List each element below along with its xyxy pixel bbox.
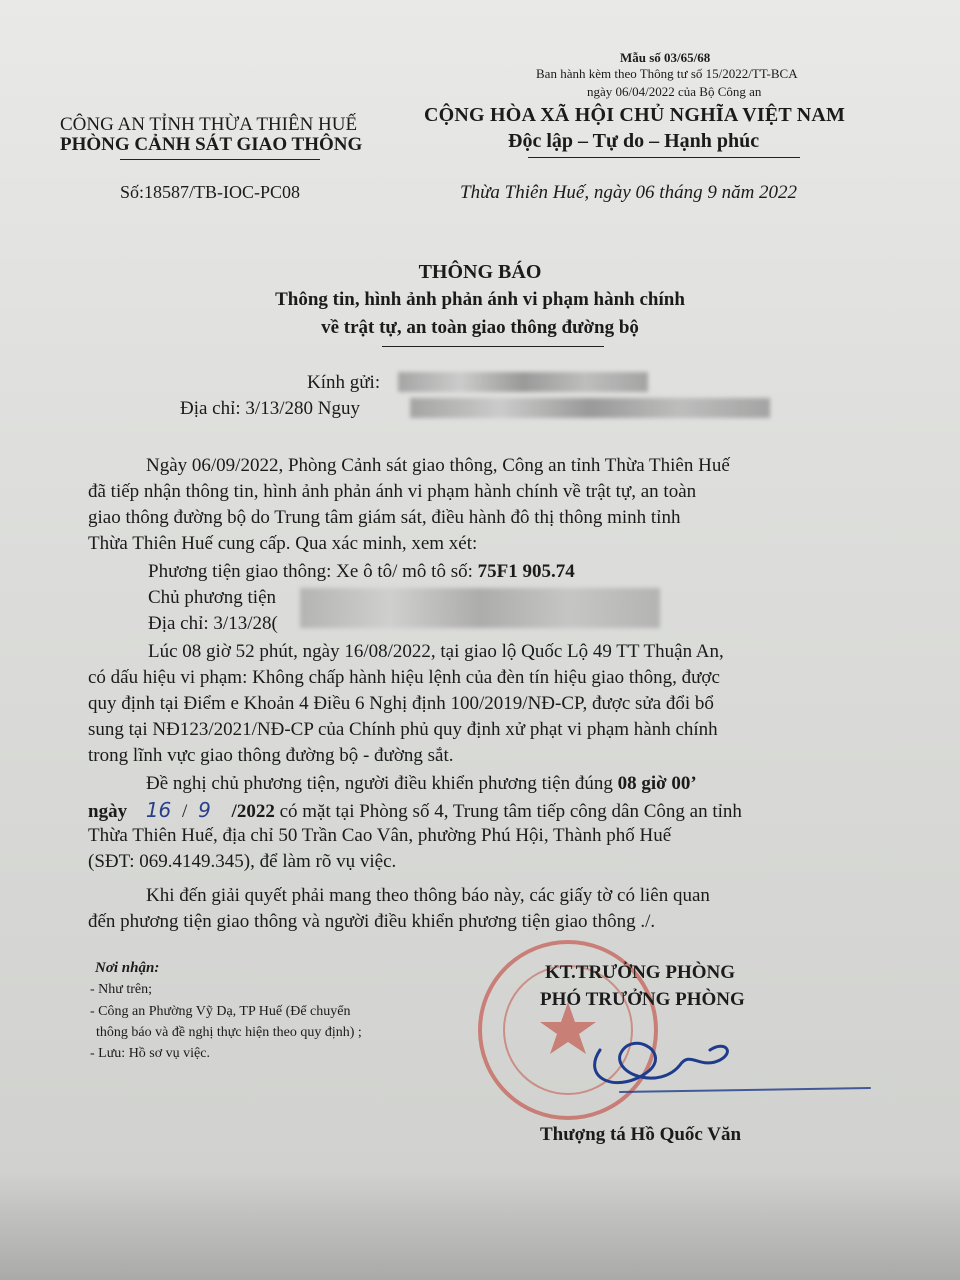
subtitle-underline [382,346,604,347]
recipients-item: thông báo và đề nghị thực hiện theo quy định) ; [96,1025,362,1040]
body-p2-line5: trong lĩnh vực giao thông đường bộ - đường sắt. [88,745,454,766]
recipients-item: - Công an Phường Vỹ Dạ, TP Huế (Để chuyển [90,1004,351,1019]
issuing-department: PHÒNG CẢNH SÁT GIAO THÔNG [60,134,363,155]
body-p3-line3: Thừa Thiên Huế, địa chỉ 50 Trần Cao Vân, phường Phú Hội, Thành phố Huế [88,825,672,846]
motto-underline [528,157,800,158]
body-p2-line2: có dấu hiệu vi phạm: Không chấp hành hiệu lệnh của đèn tín hiệu giao thông, được [88,667,720,688]
body-p2-line4: sung tại NĐ123/2021/NĐ-CP của Chính phủ quy định xử phạt vi phạm hành chính [88,719,718,740]
signer-name: Thượng tá Hồ Quốc Văn [540,1124,742,1145]
form-number: Mẫu số 03/65/68 [620,50,711,65]
recipient-label: Kính gửi: [307,372,381,393]
document-number: Số:18587/TB-IOC-PC08 [120,182,301,202]
form-reference-line1: Ban hành kèm theo Thông tư số 15/2022/TT-BCA [536,66,798,81]
national-motto: Độc lập – Tự do – Hạnh phúc [508,130,760,152]
recipient-address: Địa chỉ: 3/13/280 Nguy [180,398,360,419]
redacted-recipient-name [398,372,648,392]
recipients-item: - Như trên; [90,982,153,997]
redacted-owner-info [300,588,660,628]
handwritten-signature-icon [560,1010,880,1100]
body-p2-line1: Lúc 08 giờ 52 phút, ngày 16/08/2022, tại giao lộ Quốc Lộ 49 TT Thuận An, [148,641,724,662]
form-reference-line2: ngày 06/04/2022 của Bộ Công an [587,84,762,99]
owner-address: Địa chỉ: 3/13/28( [148,613,278,634]
page-shadow [0,1170,960,1280]
owner-label: Chủ phương tiện [148,587,277,608]
vehicle-plate: 75F1 905.74 [477,561,575,582]
document-subtitle-line1: Thông tin, hình ảnh phản ánh vi phạm hành chính [275,289,685,310]
vehicle-line [148,560,575,584]
national-title: CỘNG HÒA XÃ HỘI CHỦ NGHĨA VIỆT NAM [424,104,846,126]
vehicle-label: Phương tiện giao thông: Xe ô tô/ mô tô số: [148,561,473,582]
body-p3-line1-text: Đề nghị chủ phương tiện, người điều khiển phương tiện đúng [146,773,613,794]
recipients-item: - Lưu: Hồ sơ vụ việc. [90,1046,210,1061]
document-title: THÔNG BÁO [418,261,542,283]
issuing-agency: CÔNG AN TỈNH THỪA THIÊN HUẾ [60,114,358,135]
appointment-time: 08 giờ 00’ [617,773,697,794]
department-underline [120,159,320,160]
signature-title-line2: PHÓ TRƯỞNG PHÒNG [540,989,745,1010]
body-p3-line4: (SĐT: 069.4149.345), để làm rõ vụ việc. [88,851,397,872]
redacted-recipient-address [410,398,770,418]
signature-title-line1: KT.TRƯỞNG PHÒNG [545,962,735,983]
body-p1-line1: Ngày 06/09/2022, Phòng Cảnh sát giao thông, Công an tỉnh Thừa Thiên Huế [146,455,730,476]
recipients-title: Nơi nhận: [95,960,160,976]
handwritten-day: 16 [145,798,172,822]
body-p3-line2 [88,798,742,824]
body-p4-line1: Khi đến giải quyết phải mang theo thông báo này, các giấy tờ có liên quan [146,885,710,906]
body-p3-line1 [146,772,697,796]
appointment-year: /2022 [231,801,275,822]
body-p1-line4: Thừa Thiên Huế cung cấp. Qua xác minh, xem xét: [88,533,478,554]
appointment-day-label: ngày [88,801,128,822]
place-and-date: Thừa Thiên Huế, ngày 06 tháng 9 năm 2022 [460,182,798,203]
document-subtitle-line2: về trật tự, an toàn giao thông đường bộ [321,317,639,338]
handwritten-month: 9 [198,798,211,822]
body-p4-line2: đến phương tiện giao thông và người điều khiển phương tiện giao thông ./. [88,911,656,932]
body-p2-line3: quy định tại Điểm e Khoản 4 Điều 6 Nghị định 100/2019/NĐ-CP, được sửa đổi bổ [88,693,714,714]
date-separator: / [182,801,188,822]
body-p1-line3: giao thông đường bộ do Trung tâm giám sát, điều hành đô thị thông minh tỉnh [88,507,681,528]
body-p1-line2: đã tiếp nhận thông tin, hình ảnh phản ánh vi phạm hành chính về trật tự, an toàn [88,481,697,502]
body-p3-line2-text: có mặt tại Phòng số 4, Trung tâm tiếp công dân Công an tỉnh [279,801,742,822]
